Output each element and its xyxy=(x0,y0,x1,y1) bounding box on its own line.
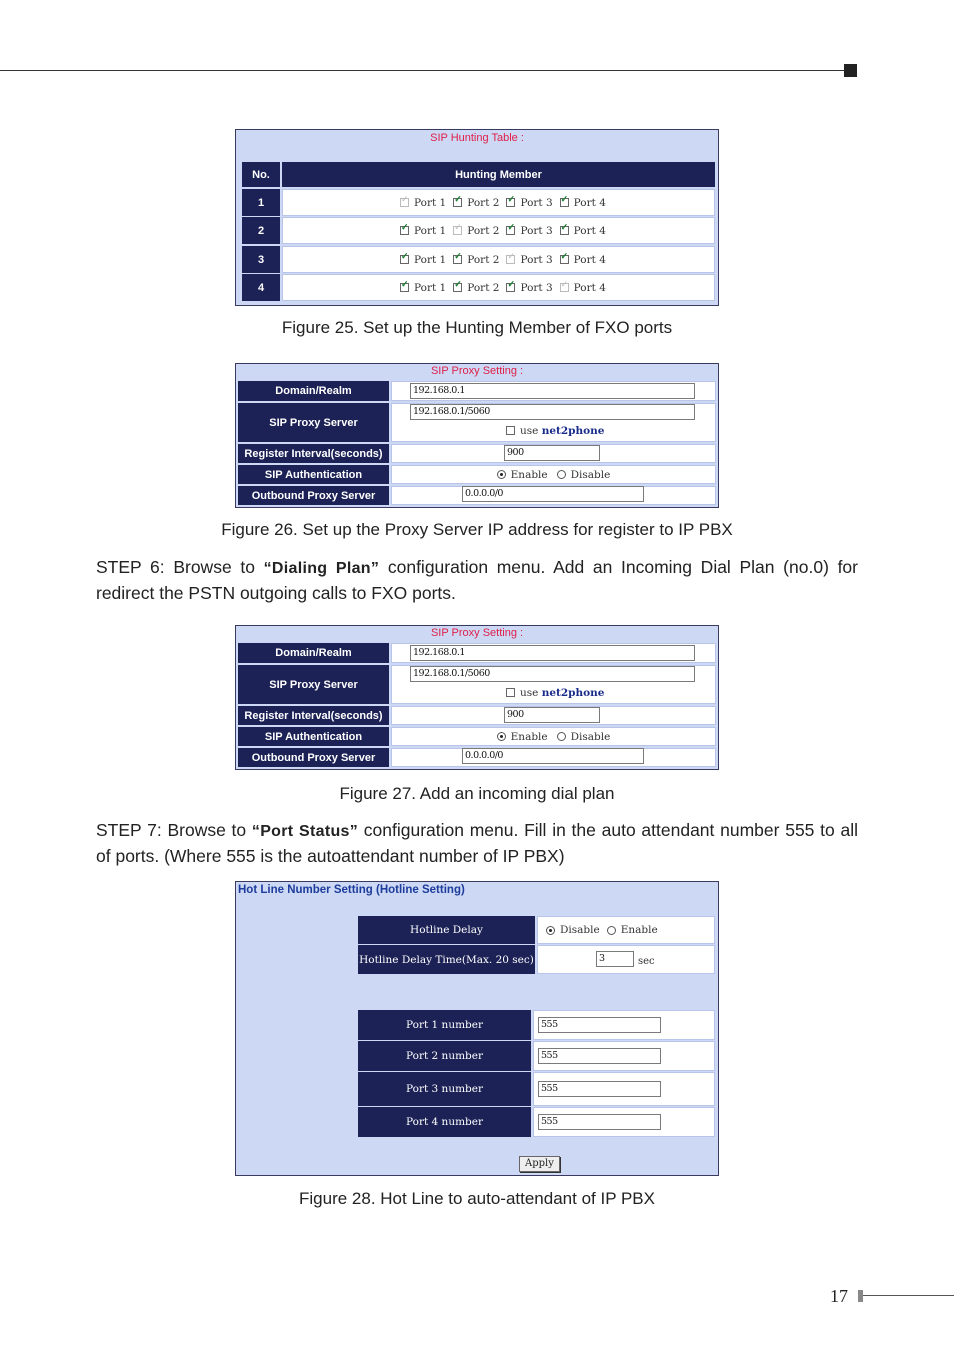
apply-button[interactable]: Apply xyxy=(519,1156,560,1172)
header-rule xyxy=(0,70,848,71)
port-3-checkbox[interactable] xyxy=(506,283,515,292)
outbound-proxy-label: Outbound Proxy Server xyxy=(238,486,389,505)
port-3-number-input[interactable]: 555 xyxy=(538,1081,661,1097)
step-7-post: configuration menu. Fill in the auto attendant number 555 to all of ports. (Where 555 is the autoattendant number of IP PBX) xyxy=(96,820,858,866)
proxy-server-input[interactable]: 192.168.0.1/5060 xyxy=(410,404,695,420)
port-1-label: Port 1 xyxy=(414,253,447,266)
domain-input[interactable]: 192.168.0.1 xyxy=(410,383,695,399)
port-3-label: Port 3 xyxy=(520,224,553,237)
hunting-row-no: 2 xyxy=(242,217,280,244)
figure-28-caption: Figure 28. Hot Line to auto-attendant of IP PBX xyxy=(299,1189,655,1208)
domain-label-2: Domain/Realm xyxy=(238,643,389,663)
hunting-row-no: 3 xyxy=(242,246,280,273)
auth-enable-radio-2[interactable] xyxy=(497,732,506,741)
port-2-number-input[interactable]: 555 xyxy=(538,1048,661,1064)
proxy-server-label: SIP Proxy Server xyxy=(238,403,389,442)
proxy-server-label-2: SIP Proxy Server xyxy=(238,665,389,704)
port-4-label: Port 4 xyxy=(573,196,606,209)
port-2-label: Port 2 xyxy=(467,253,500,266)
port-4-number-input[interactable]: 555 xyxy=(538,1114,661,1130)
hunting-row-members xyxy=(282,217,715,244)
port-2-checkbox xyxy=(453,226,462,235)
use-label-2: use xyxy=(520,687,542,699)
page-number: 17 xyxy=(830,1286,848,1306)
port-4-checkbox[interactable] xyxy=(560,198,569,207)
hotline-delay-cell xyxy=(537,916,715,944)
delay-enable-radio[interactable] xyxy=(607,926,616,935)
port-2-checkbox[interactable] xyxy=(453,283,462,292)
use-net2phone[interactable] xyxy=(506,425,604,437)
delay-enable-label: Enable xyxy=(620,924,658,936)
delay-disable-label: Disable xyxy=(560,924,600,936)
port-3-checkbox[interactable] xyxy=(506,226,515,235)
auth-disable-radio-2[interactable] xyxy=(557,732,566,741)
net2phone-label: net2phone xyxy=(541,425,605,437)
port-1-number-input[interactable]: 555 xyxy=(538,1017,661,1033)
port-1-label: Port 1 xyxy=(414,196,447,209)
port-2-label: Port 2 xyxy=(467,196,500,209)
outbound-proxy-input[interactable]: 0.0.0.0/0 xyxy=(462,486,644,502)
proxy-server-input-2[interactable]: 192.168.0.1/5060 xyxy=(410,666,695,682)
domain-label: Domain/Realm xyxy=(238,381,389,401)
register-interval-input-2[interactable]: 900 xyxy=(504,707,600,723)
port-4-label: Port 4 xyxy=(573,281,606,294)
port-3-label: Port 3 xyxy=(520,281,553,294)
proxy-setting-title-2: SIP Proxy Setting : xyxy=(430,627,524,639)
port-1-checkbox xyxy=(400,198,409,207)
step-7-text xyxy=(96,818,858,869)
sip-auth-label-2: SIP Authentication xyxy=(238,727,389,746)
port-1-checkbox[interactable] xyxy=(400,283,409,292)
sip-proxy-setting-1 xyxy=(235,363,719,508)
hunting-table-title: SIP Hunting Table : xyxy=(430,132,524,144)
hunting-row-members xyxy=(282,274,715,301)
port-1-checkbox[interactable] xyxy=(400,255,409,264)
figure-26-caption: Figure 26. Set up the Proxy Server IP address for register to IP PBX xyxy=(221,520,733,539)
port-4-checkbox xyxy=(560,283,569,292)
use-label: use xyxy=(520,425,542,437)
net2phone-checkbox[interactable] xyxy=(506,426,515,435)
port-2-label: Port 2 xyxy=(467,224,500,237)
step-6-post: configuration menu. Add an Incoming Dial Plan (no.0) for redirect the PSTN outgoing calls to FXO ports. xyxy=(96,557,858,603)
hotline-delay-label: Hotline Delay xyxy=(358,916,535,944)
domain-input-2[interactable]: 192.168.0.1 xyxy=(410,645,695,661)
port-4-checkbox[interactable] xyxy=(560,255,569,264)
port-3-number-label: Port 3 number xyxy=(358,1072,531,1106)
delay-time-input[interactable]: 3 xyxy=(596,951,634,967)
port-1-number-label: Port 1 number xyxy=(358,1010,531,1040)
port-3-checkbox[interactable] xyxy=(506,198,515,207)
header-square xyxy=(844,64,857,77)
auth-enable-label: Enable xyxy=(510,468,548,481)
net2phone-checkbox-2[interactable] xyxy=(506,688,515,697)
col-header-member: Hunting Member xyxy=(282,162,715,187)
hotline-title: Hot Line Number Setting (Hotline Setting) xyxy=(238,884,465,896)
proxy-setting-title: SIP Proxy Setting : xyxy=(430,365,524,377)
hunting-row-members xyxy=(282,189,715,216)
net2phone-label-2: net2phone xyxy=(541,687,605,699)
step-6-menu: “Dialing Plan” xyxy=(263,560,380,577)
register-interval-input[interactable]: 900 xyxy=(504,445,600,461)
col-header-no: No. xyxy=(242,162,280,187)
step-7-menu: “Port Status” xyxy=(251,823,359,840)
delay-disable-radio[interactable] xyxy=(546,926,555,935)
register-interval-label-2: Register Interval(seconds) xyxy=(238,706,389,725)
register-interval-label: Register Interval(seconds) xyxy=(238,444,389,463)
hunting-row-no: 1 xyxy=(242,189,280,216)
step-6-text xyxy=(96,555,858,606)
auth-enable-label-2: Enable xyxy=(510,730,548,743)
port-4-label: Port 4 xyxy=(573,253,606,266)
port-1-checkbox[interactable] xyxy=(400,226,409,235)
page-number-bar xyxy=(858,1290,863,1302)
hunting-row-no: 4 xyxy=(242,274,280,301)
port-2-checkbox[interactable] xyxy=(453,255,462,264)
port-4-checkbox[interactable] xyxy=(560,226,569,235)
port-2-number-label: Port 2 number xyxy=(358,1041,531,1071)
step-6-pre: STEP 6: Browse to xyxy=(96,557,264,577)
figure-27-caption: Figure 27. Add an incoming dial plan xyxy=(339,784,615,803)
port-3-label: Port 3 xyxy=(520,253,553,266)
port-1-label: Port 1 xyxy=(414,224,447,237)
port-3-checkbox xyxy=(506,255,515,264)
hotline-delay-time-label: Hotline Delay Time(Max. 20 sec) xyxy=(358,945,535,974)
auth-disable-label: Disable xyxy=(570,468,611,481)
port-2-label: Port 2 xyxy=(467,281,500,294)
outbound-proxy-input-2[interactable]: 0.0.0.0/0 xyxy=(462,748,644,764)
auth-disable-label-2: Disable xyxy=(570,730,611,743)
port-2-checkbox[interactable] xyxy=(453,198,462,207)
sip-proxy-setting-2 xyxy=(235,625,719,770)
hunting-row-members xyxy=(282,246,715,273)
auth-enable-radio[interactable] xyxy=(497,470,506,479)
port-3-label: Port 3 xyxy=(520,196,553,209)
sec-label: sec xyxy=(638,956,655,967)
port-4-label: Port 4 xyxy=(573,224,606,237)
auth-disable-radio[interactable] xyxy=(557,470,566,479)
step-7-pre: STEP 7: Browse to xyxy=(96,820,252,840)
sip-auth-label: SIP Authentication xyxy=(238,465,389,484)
use-net2phone-2[interactable] xyxy=(506,687,604,699)
sip-auth-cell xyxy=(391,465,716,484)
figure-25-caption: Figure 25. Set up the Hunting Member of FXO ports xyxy=(281,318,673,337)
port-4-number-label: Port 4 number xyxy=(358,1107,531,1137)
hotline-setting xyxy=(235,881,719,1176)
sip-auth-cell-2 xyxy=(391,727,716,746)
outbound-proxy-label-2: Outbound Proxy Server xyxy=(238,748,389,767)
sip-hunting-table xyxy=(235,129,719,306)
footer-rule xyxy=(863,1295,954,1296)
port-1-label: Port 1 xyxy=(414,281,447,294)
